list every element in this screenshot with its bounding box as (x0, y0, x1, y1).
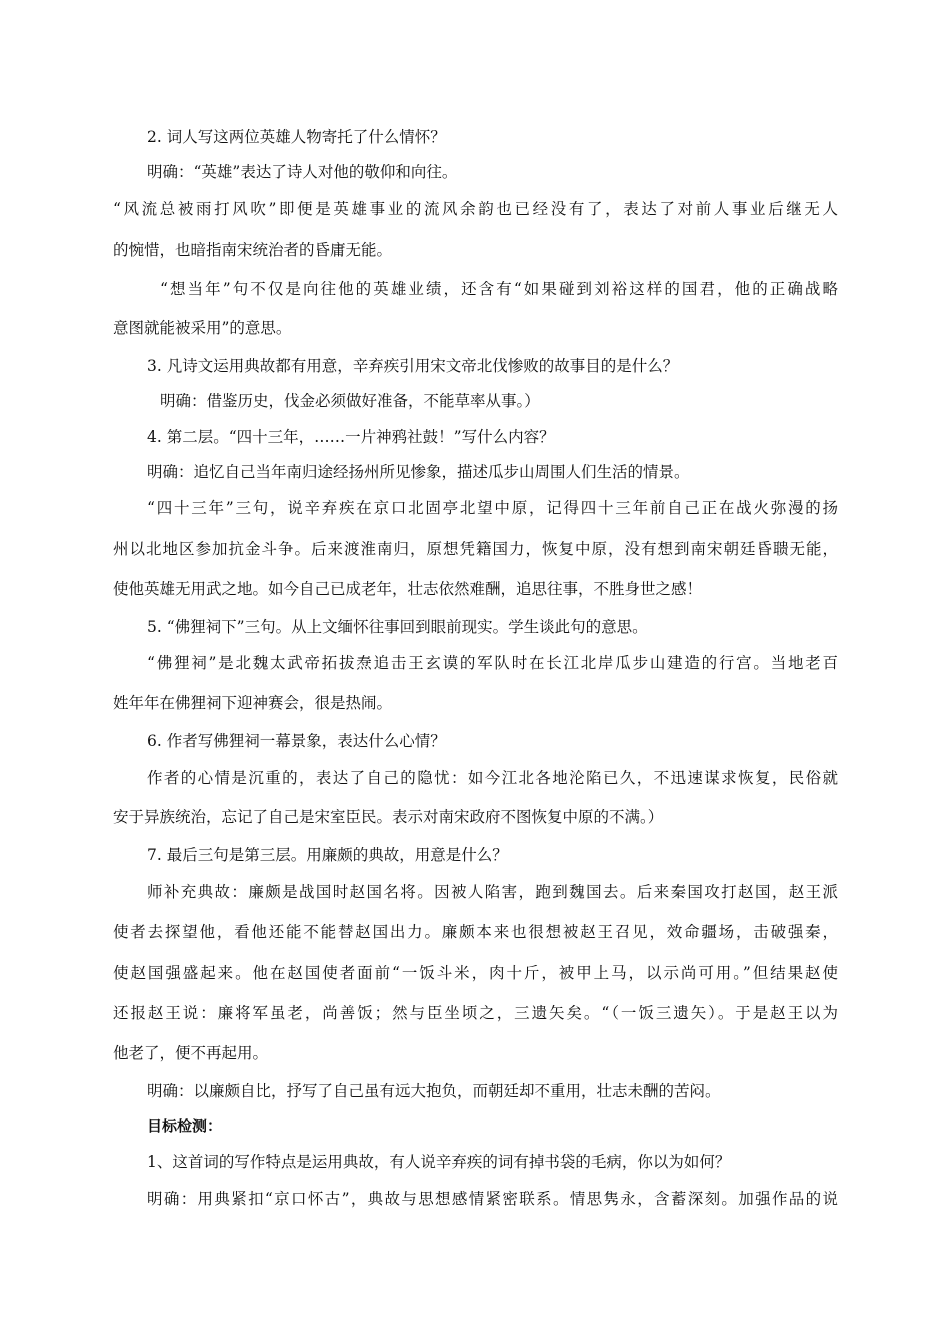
paragraph-line: 他老了，便不再起用。 (113, 1044, 269, 1062)
question-6: 6. 作者写佛狸祠一幕景象，表达什么心情？ (147, 732, 446, 750)
section-heading: 目标检测： (147, 1117, 223, 1135)
paragraph-line: 姓年年在佛狸祠下迎神赛会，很是热闹。 (113, 694, 393, 712)
question-3: 3. 凡诗文运用典故都有用意，辛弃疾引用宋文帝北伐惨败的故事目的是什么？ (147, 357, 679, 375)
paragraph-line: 使者去探望他，看他还能不能替赵国出力。廉颇本来也很想被赵王召见，效命疆场，击破强秦， (113, 923, 838, 941)
answer-4: 明确：追忆自己当年南归途经扬州所见惨象，描述瓜步山周围人们生活的情景。 (147, 463, 690, 481)
paragraph-line: “四十三年”三句，说辛弃疾在京口北固亭北望中原，记得四十三年前自己正在战火弥漫的扬 (147, 499, 838, 517)
question-2: 2. 词人写这两位英雄人物寄托了什么情怀？ (147, 128, 446, 146)
question-7: 7. 最后三句是第三层。用廉颇的典故，用意是什么？ (147, 846, 508, 864)
answer-2: 明确：“英雄”表达了诗人对他的敬仰和向往。 (147, 163, 458, 181)
answer-7: 明确：以廉颇自比，抒写了自己虽有远大抱负，而朝廷却不重用，壮志未酬的苦闷。 (147, 1082, 721, 1100)
paragraph-line: “佛狸祠”是北魏太武帝拓拔焘追击王玄谟的军队时在长江北岸瓜步山建造的行宫。当地老百 (147, 654, 838, 672)
paragraph-line: “风流总被雨打风吹”即便是英雄事业的流风余韵也已经没有了，表达了对前人事业后继无人 (113, 200, 838, 218)
paragraph-line: 师补充典故：廉颇是战国时赵国名将。因被人陷害，跑到魏国去。后来秦国攻打赵国，赵王派 (147, 883, 838, 901)
paragraph-line: 州以北地区参加抗金斗争。后来渡淮南归，原想凭籍国力，恢复中原，没有想到南宋朝廷昏聩无能， (113, 540, 838, 558)
answer-3: 明确：借鉴历史，伐金必须做好准备，不能草率从事。） (160, 392, 540, 410)
question-5: 5. “佛狸祠下”三句。从上文缅怀往事回到眼前现实。学生谈此句的意思。 (147, 618, 648, 636)
exercise-answer: 明确：用典紧扣“京口怀古”，典故与思想感情紧密联系。情思隽永，含蓄深刻。加强作品的说 (147, 1190, 838, 1208)
paragraph-line: 还报赵王说：廉将军虽老，尚善饭；然与臣坐顷之，三遗矢矣。“（一饭三遗矢）。于是赵王以为 (113, 1004, 838, 1022)
paragraph-line: 作者的心情是沉重的，表达了自己的隐忧：如今江北各地沦陷已久，不迅速谋求恢复，民俗就 (147, 769, 838, 787)
exercise-1: 1、这首词的写作特点是运用典故，有人说辛弃疾的词有掉书袋的毛病，你以为如何？ (147, 1153, 731, 1171)
paragraph-line: 的惋惜，也暗指南宋统治者的昏庸无能。 (113, 241, 393, 259)
question-4: 4. 第二层。“四十三年，……一片神鸦社鼓！”写什么内容？ (147, 428, 555, 446)
paragraph-line: 使他英雄无用武之地。如今自己已成老年，壮志依然难酬，追思往事，不胜身世之感！ (113, 580, 703, 598)
paragraph-line: “想当年”句不仅是向往他的英雄业绩，还含有“如果碰到刘裕这样的国君，他的正确战略 (160, 280, 838, 298)
paragraph-line: 使赵国强盛起来。他在赵国使者面前“一饭斗米，肉十斤，被甲上马，以示尚可用。”但结果赵使 (113, 964, 838, 982)
paragraph-line: 安于异族统治，忘记了自己是宋室臣民。表示对南宋政府不图恢复中原的不满。） (113, 808, 664, 826)
paragraph-line: 意图就能被采用”的意思。 (113, 319, 292, 337)
